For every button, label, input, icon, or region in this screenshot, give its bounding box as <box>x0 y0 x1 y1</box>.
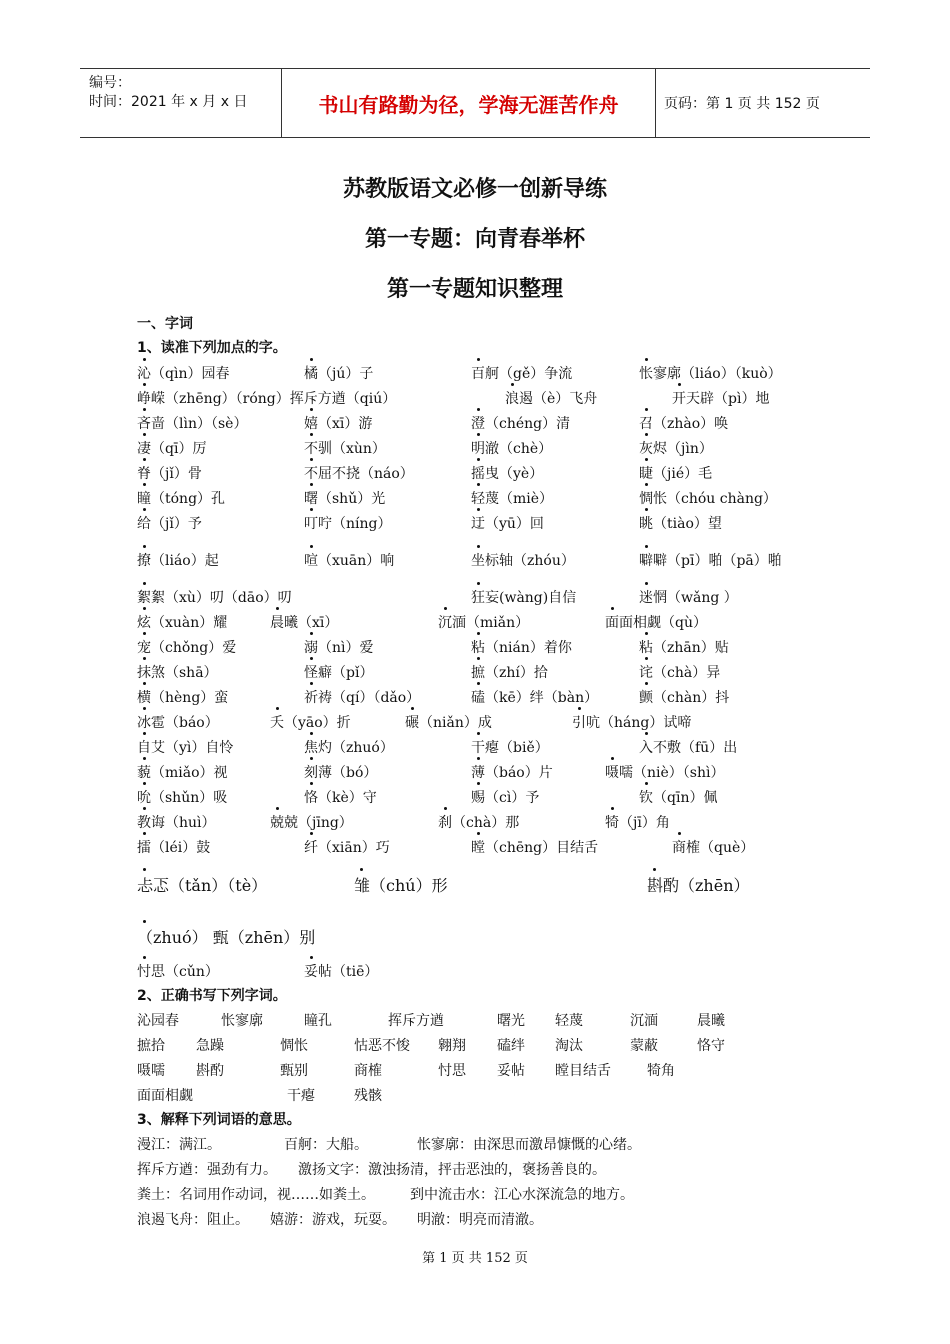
vocab-item: 兢兢（jīng） <box>270 815 353 831</box>
emphasis-dot <box>578 707 581 710</box>
spelling-item: 磕绊 <box>497 1038 525 1054</box>
definition-line: 浪遏飞舟：阻止。 嬉游：游戏，玩耍。 明澈：明亮而清澈。 <box>137 1212 543 1228</box>
emphasis-dot <box>143 508 146 511</box>
vocab-item: 吮（shǔn）吸 <box>137 790 228 806</box>
vocab-item: 祈祷（qí）（dǎo） <box>304 690 421 706</box>
header-page-info: 页码：第 1 页 共 152 页 <box>664 96 820 112</box>
vocab-item: 睫（jié）毛 <box>639 466 713 482</box>
doc-title: 苏教版语文必修一创新导练 <box>342 177 607 202</box>
vocab-item: 怪癖（pǐ） <box>304 665 374 681</box>
vocab-row <box>0 513 950 535</box>
spelling-item: 恪守 <box>697 1038 725 1054</box>
date-label: 时间：2021 年 x 月 x 日 <box>89 94 248 110</box>
spelling-item: 商榷 <box>354 1063 382 1079</box>
emphasis-dot <box>310 682 313 685</box>
spelling-item: 摭拾 <box>137 1038 165 1054</box>
heading-pronounce: 1、读准下列加点的字。 <box>137 340 287 356</box>
emphasis-dot <box>143 807 146 810</box>
vocab-item: 开天辟（pì）地 <box>672 391 770 407</box>
vocab-item: 颤（chàn）抖 <box>639 690 730 706</box>
emphasis-dot <box>477 433 480 436</box>
vocab-row <box>0 587 950 609</box>
emphasis-dot <box>310 545 313 548</box>
emphasis-dot <box>143 582 146 585</box>
emphasis-dot <box>143 707 146 710</box>
vocab-item: 撩（liáo）起 <box>137 553 219 569</box>
vocab-item: 凄（qī）厉 <box>137 441 207 457</box>
vocab-item: 斟酌（zhēn） <box>647 876 750 895</box>
emphasis-dot <box>477 632 480 635</box>
vocab-item: 藐（miǎo）视 <box>137 765 228 781</box>
vocab-row <box>0 873 950 895</box>
spelling-item: 妥帖 <box>497 1063 525 1079</box>
vocab-item: 纤（xiān）巧 <box>304 840 390 856</box>
emphasis-dot <box>645 358 648 361</box>
vocab-item: 刹（chà）那 <box>438 815 520 831</box>
vocab-item: 薄（báo）片 <box>471 765 553 781</box>
vocab-row <box>0 687 950 709</box>
emphasis-dot <box>477 408 480 411</box>
vocab-item: 恪（kè）守 <box>304 790 377 806</box>
vocab-row <box>0 762 950 784</box>
spelling-item: 斟酌 <box>196 1063 224 1079</box>
vocab-row <box>0 812 950 834</box>
spelling-item: 嗫嚅 <box>137 1063 165 1079</box>
emphasis-dot <box>645 657 648 660</box>
spelling-item: 瞳孔 <box>304 1013 332 1029</box>
emphasis-dot <box>645 508 648 511</box>
vocab-row <box>0 488 950 510</box>
emphasis-dot <box>653 868 656 871</box>
vocab-item: 粘（nián）着你 <box>471 640 572 656</box>
vocab-item: 峥嵘（zhēng）（róng）挥斥方遒（qiú） <box>137 391 397 407</box>
emphasis-dot <box>310 782 313 785</box>
vocab-item: 忐忑（tǎn）（tè） <box>137 876 268 895</box>
emphasis-dot <box>511 383 514 386</box>
vocab-item: 迷惘（wǎng ） <box>639 590 738 606</box>
vocab-item: 不驯（xùn） <box>304 441 386 457</box>
spelling-item: 挥斥方遒 <box>388 1013 444 1029</box>
vocab-item: 犄（jī）角 <box>605 815 670 831</box>
vocab-item: 冰雹（báo） <box>137 715 219 731</box>
emphasis-dot <box>143 920 146 923</box>
header-meta <box>80 69 282 137</box>
vocab-item: 炫（xuàn）耀 <box>137 615 228 631</box>
emphasis-dot <box>310 732 313 735</box>
definition-line: 漫江：满江。 百舸：大船。 怅寥廓：由深思而激昂慷慨的心绪。 <box>137 1137 641 1153</box>
emphasis-dot <box>310 358 313 361</box>
emphasis-dot <box>477 782 480 785</box>
emphasis-dot <box>477 832 480 835</box>
emphasis-dot <box>645 782 648 785</box>
vocab-item: 焦灼（zhuó） <box>304 740 394 756</box>
definition-line: 挥斥方遒：强劲有力。 激扬文字：激浊扬清，抨击恶浊的，褒扬善良的。 <box>137 1162 606 1178</box>
vocab-item: 沉湎（miǎn） <box>438 615 530 631</box>
vocab-item: 商榷（què） <box>672 840 755 856</box>
vocab-item: 不屈不挠（náo） <box>304 466 414 482</box>
emphasis-dot <box>477 757 480 760</box>
emphasis-dot <box>477 545 480 548</box>
vocab-item: 曙（shǔ）光 <box>304 491 386 507</box>
emphasis-dot <box>645 545 648 548</box>
spelling-item: 甄别 <box>280 1063 308 1079</box>
emphasis-dot <box>477 458 480 461</box>
emphasis-dot <box>143 458 146 461</box>
emphasis-dot <box>611 807 614 810</box>
spelling-item: 淘汰 <box>555 1038 583 1054</box>
emphasis-dot <box>477 657 480 660</box>
vocab-row <box>0 550 950 572</box>
vocab-item: 絮絮（xù）叨（dāo）叨 <box>137 590 292 606</box>
heading-definitions: 3、解释下列词语的意思。 <box>137 1112 301 1128</box>
heading-vocab: 一、字词 <box>137 316 193 332</box>
vocab-item: 坐标轴（zhóu） <box>471 553 575 569</box>
vocab-item: 叮咛（níng） <box>304 516 392 532</box>
vocab-item: 抹煞（shā） <box>137 665 218 681</box>
vocab-item: 澄（chéng）清 <box>471 416 571 432</box>
vocab-row <box>0 712 950 734</box>
vocab-item: 噼噼（pī）啪（pā）啪 <box>639 553 782 569</box>
spelling-item: 曙光 <box>497 1013 525 1029</box>
emphasis-dot <box>276 807 279 810</box>
vocab-item: 召（zhào）唤 <box>639 416 729 432</box>
vocab-item: 迂（yū）回 <box>471 516 544 532</box>
page-header <box>80 68 870 138</box>
vocab-item: 吝啬（lìn）（sè） <box>137 416 248 432</box>
spelling-item: 沁园春 <box>137 1013 179 1029</box>
vocab-item: 擂（léi）鼓 <box>137 840 211 856</box>
emphasis-dot <box>645 433 648 436</box>
emphasis-dot <box>143 545 146 548</box>
spelling-item: 忖思 <box>438 1063 466 1079</box>
vocab-row <box>0 737 950 759</box>
vocab-item: 眺（tiào）望 <box>639 516 722 532</box>
vocab-item: 惆怅（chóu chàng） <box>639 491 777 507</box>
vocab-item: 干瘪（biě） <box>471 740 549 756</box>
emphasis-dot <box>143 632 146 635</box>
vocab-row <box>0 463 950 485</box>
spelling-row <box>0 1010 950 1032</box>
emphasis-dot <box>645 732 648 735</box>
emphasis-dot <box>143 782 146 785</box>
vocab-item: 瞳（tóng）孔 <box>137 491 226 507</box>
spelling-item: 怙恶不悛 <box>354 1038 410 1054</box>
vocab-item: 雏（chú）形 <box>354 876 448 895</box>
emphasis-dot <box>477 508 480 511</box>
vocab-item: 轻蔑（miè） <box>471 491 554 507</box>
emphasis-dot <box>310 757 313 760</box>
emphasis-dot <box>645 582 648 585</box>
emphasis-dot <box>645 682 648 685</box>
emphasis-dot <box>477 582 480 585</box>
emphasis-dot <box>310 832 313 835</box>
vocab-item: 摇曳（yè） <box>471 466 544 482</box>
emphasis-dot <box>645 408 648 411</box>
vocab-item: 灰烬（jìn） <box>639 441 713 457</box>
vocab-item: 面面相觑（qù） <box>605 615 707 631</box>
page-footer: 第 1 页 共 152 页 <box>422 1251 528 1266</box>
vocab-item: 碾（niǎn）成 <box>405 715 492 731</box>
spelling-row <box>0 1035 950 1057</box>
spelling-item: 残骸 <box>354 1088 382 1104</box>
vocab-item: 怅寥廓（liáo）（kuò） <box>639 366 782 382</box>
emphasis-dot <box>143 607 146 610</box>
vocab-item: 引吭（háng）试啼 <box>572 715 692 731</box>
spelling-item: 蒙蔽 <box>630 1038 658 1054</box>
vocab-item: 明澈（chè） <box>471 441 553 457</box>
vocab-row <box>0 612 950 634</box>
definition-line: 粪土：名词用作动词，视……如粪土。 到中流击水：江心水深流急的地方。 <box>137 1187 634 1203</box>
emphasis-dot <box>143 757 146 760</box>
vocab-row <box>0 837 950 859</box>
emphasis-dot <box>143 682 146 685</box>
vocab-item: 喧（xuān）响 <box>304 553 395 569</box>
emphasis-dot <box>444 807 447 810</box>
vocab-item: 橘（jú）子 <box>304 366 374 382</box>
emphasis-dot <box>310 956 313 959</box>
emphasis-dot <box>360 868 363 871</box>
vocab-item: 宠（chǒng）爱 <box>137 640 237 656</box>
vocab-row <box>0 413 950 435</box>
vocab-item: 给（jǐ）予 <box>137 516 202 532</box>
emphasis-dot <box>143 358 146 361</box>
spelling-item: 急躁 <box>196 1038 224 1054</box>
emphasis-dot <box>310 458 313 461</box>
spelling-item: 晨曦 <box>697 1013 725 1029</box>
emphasis-dot <box>276 707 279 710</box>
spelling-item: 翱翔 <box>438 1038 466 1054</box>
vocab-item: 溺（nì）爱 <box>304 640 374 656</box>
spelling-item: 怅寥廓 <box>221 1013 263 1029</box>
section-title: 第一专题知识整理 <box>386 277 563 302</box>
emphasis-dot <box>143 956 146 959</box>
vocab-item: 摭（zhí）拾 <box>471 665 548 681</box>
vocab-item: 粘（zhān）贴 <box>639 640 729 656</box>
vocab-item: 刻薄（bó） <box>304 765 378 781</box>
emphasis-dot <box>143 732 146 735</box>
emphasis-dot <box>143 868 146 871</box>
emphasis-dot <box>310 632 313 635</box>
spelling-row <box>0 1085 950 1107</box>
emphasis-dot <box>678 832 681 835</box>
emphasis-dot <box>611 757 614 760</box>
emphasis-dot <box>276 607 279 610</box>
emphasis-dot <box>645 458 648 461</box>
vocab-item: 脊（jǐ）骨 <box>137 466 202 482</box>
heading-spelling: 2、正确书写下列字词。 <box>137 988 287 1004</box>
spelling-item: 干瘪 <box>287 1088 315 1104</box>
vocab-row <box>0 637 950 659</box>
vocab-row <box>0 388 950 410</box>
emphasis-dot <box>477 483 480 486</box>
code-label: 编号： <box>89 75 131 91</box>
vocab-item: 自艾（yì）自怜 <box>137 740 234 756</box>
chapter-title: 第一专题：向青春举杯 <box>364 227 585 252</box>
vocab-item: 嗫嚅（niè）（shì） <box>605 765 725 781</box>
emphasis-dot <box>143 433 146 436</box>
vocab-item: 赐（cì）予 <box>471 790 540 806</box>
vocab-item: 晨曦（xī） <box>270 615 339 631</box>
emphasis-dot <box>143 657 146 660</box>
emphasis-dot <box>310 483 313 486</box>
emphasis-dot <box>611 607 614 610</box>
vocab-item: 沁（qìn）园春 <box>137 366 230 382</box>
emphasis-dot <box>678 383 681 386</box>
emphasis-dot <box>477 358 480 361</box>
vocab-item: 教诲（huì） <box>137 815 216 831</box>
emphasis-dot <box>477 732 480 735</box>
emphasis-dot <box>645 632 648 635</box>
vocab-row <box>0 363 950 385</box>
emphasis-dot <box>477 682 480 685</box>
spelling-item: 犄角 <box>647 1063 675 1079</box>
vocab-item: 妥帖（tiē） <box>304 964 379 980</box>
vocab-row <box>0 438 950 460</box>
emphasis-dot <box>310 433 313 436</box>
vocab-item: 诧（chà）异 <box>639 665 721 681</box>
emphasis-dot <box>645 483 648 486</box>
emphasis-dot <box>143 483 146 486</box>
vocab-item: 狂妄(wàng)自信 <box>471 590 577 606</box>
vocab-item: 入不敷（fū）出 <box>639 740 738 756</box>
vocab-item: 磕（kē）绊（bàn） <box>471 690 599 706</box>
emphasis-dot <box>143 408 146 411</box>
vocab-item: 瞠（chēng）目结舌 <box>471 840 599 856</box>
vocab-item: 横（hèng）蛮 <box>137 690 229 706</box>
emphasis-dot <box>310 508 313 511</box>
spelling-item: 惆怅 <box>280 1038 308 1054</box>
emphasis-dot <box>143 383 146 386</box>
spelling-item: 瞠目结舌 <box>555 1063 611 1079</box>
emphasis-dot <box>411 707 414 710</box>
vocab-item: 百舸（gě）争流 <box>471 366 573 382</box>
vocab-item: 嬉（xī）游 <box>304 416 373 432</box>
vocab-item: 忖思（cǔn） <box>137 964 219 980</box>
header-motto: 书山有路勤为径，学海无涯苦作舟 <box>282 69 656 137</box>
vocab-row <box>0 787 950 809</box>
spelling-item: 轻蔑 <box>555 1013 583 1029</box>
vocab-row <box>0 925 950 947</box>
vocab-row <box>0 662 950 684</box>
emphasis-dot <box>310 408 313 411</box>
vocab-row <box>0 961 950 983</box>
vocab-item: 钦（qīn）佩 <box>639 790 718 806</box>
vocab-item: 浪遏（è）飞舟 <box>505 391 598 407</box>
emphasis-dot <box>444 607 447 610</box>
vocab-item: （zhuó） 甄（zhēn）别 <box>137 928 316 947</box>
spelling-row <box>0 1060 950 1082</box>
vocab-item: 夭（yāo）折 <box>270 715 351 731</box>
spelling-item: 面面相觑 <box>137 1088 193 1104</box>
spelling-item: 沉湎 <box>630 1013 658 1029</box>
emphasis-dot <box>143 832 146 835</box>
emphasis-dot <box>310 657 313 660</box>
